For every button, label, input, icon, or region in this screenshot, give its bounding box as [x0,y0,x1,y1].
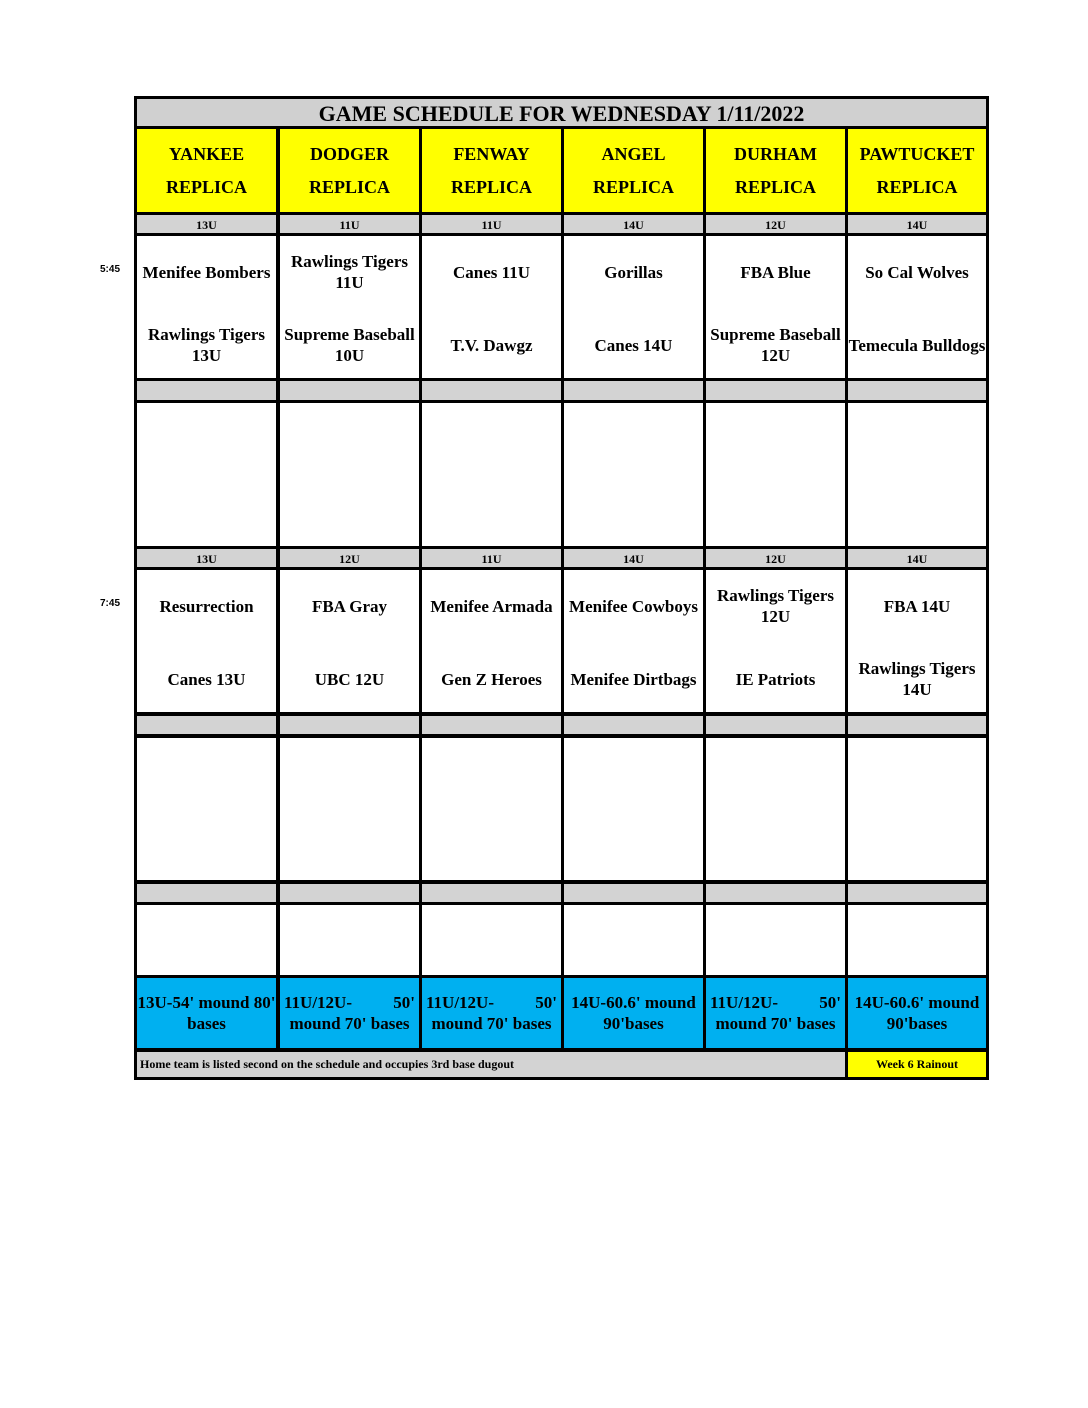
spacer-band [706,381,845,400]
away-team-slot [848,584,986,628]
home-team-slot [706,657,845,701]
spacer-band [137,381,276,400]
home-team: Rawlings Tigers 14U [858,659,976,699]
away-team: Menifee Armada [430,596,553,616]
schedule-title: GAME SCHEDULE FOR WEDNESDAY 1/11/2022 [137,99,986,126]
home-team-slot [137,657,276,701]
game-cell [422,236,561,378]
away-team-slot [848,250,986,294]
field-name: DODGER [309,143,389,164]
home-team: Canes 13U [167,669,246,689]
spacer-band [280,716,419,734]
age-group-badge: 12U [706,549,845,567]
game-cell [280,236,419,378]
field-spec-text: 11U/12U- 50' mound 70' bases [710,993,841,1033]
footer-note: Home team is listed second on the schedule and occupies 3rd base dugout [137,1052,845,1077]
away-team: Menifee Cowboys [569,596,698,616]
field-type: REPLICA [165,176,247,197]
empty-slot [280,738,419,880]
age-group-badge: 11U [422,215,561,233]
empty-slot [137,403,276,546]
home-team: Rawlings Tigers 13U [148,325,265,365]
away-team: Menifee Bombers [142,262,271,282]
field-spec [137,978,276,1048]
empty-slot [422,403,561,546]
field-spec [706,978,845,1048]
age-group-badge: 14U [848,549,986,567]
game-cell [848,570,986,712]
away-team-slot [422,584,561,628]
away-team-slot [564,584,703,628]
age-group-badge: 13U [137,549,276,567]
field-type: REPLICA [876,176,958,197]
game-cell [564,236,703,378]
away-team: FBA Gray [311,596,388,616]
home-team: Temecula Bulldogs [848,335,986,355]
field-name: YANKEE [168,143,245,164]
time-slot-1: 5:45 [100,264,121,275]
empty-slot [422,738,561,880]
home-team: IE Patriots [735,669,816,689]
home-team: Canes 14U [594,335,673,355]
age-group-badge: 14U [564,215,703,233]
spacer-band [137,884,276,902]
field-header [137,129,276,212]
schedule-table [134,96,989,1080]
game-cell [280,570,419,712]
away-team: Rawlings Tigers 12U [717,586,834,626]
field-header [564,129,703,212]
empty-slot [706,403,845,546]
field-spec [564,978,703,1048]
home-team: Menifee Dirtbags [570,669,697,689]
away-team-slot [137,250,276,294]
empty-slot [137,905,276,975]
age-group-badge: 14U [848,215,986,233]
home-team: Supreme Baseball 12U [710,325,841,365]
spacer-band [564,884,703,902]
field-spec [280,978,419,1048]
field-name: FENWAY [453,143,530,164]
field-spec-text: 11U/12U- 50' mound 70' bases [284,993,415,1033]
field-header [280,129,419,212]
home-team: UBC 12U [314,669,385,689]
away-team: Rawlings Tigers 11U [291,252,408,292]
spacer-band [848,381,986,400]
spacer-band [280,381,419,400]
home-team: T.V. Dawgz [450,335,533,355]
empty-slot [706,905,845,975]
age-group-badge: 12U [280,549,419,567]
field-type: REPLICA [308,176,390,197]
away-team: Gorillas [604,262,663,282]
home-team-slot [137,323,276,367]
away-team-slot [422,250,561,294]
spacer-band [848,884,986,902]
empty-slot [564,403,703,546]
empty-slot [706,738,845,880]
field-header [422,129,561,212]
field-spec-text: 14U-60.6' mound 90'bases [854,993,980,1033]
spacer-band [706,716,845,734]
empty-slot [848,403,986,546]
field-name: DURHAM [734,143,817,164]
spacer-band [422,381,561,400]
away-team-slot [280,584,419,628]
field-type: REPLICA [734,176,816,197]
away-team-slot [280,250,419,294]
home-team-slot [848,657,986,701]
spacer-band [422,884,561,902]
away-team: FBA Blue [740,262,811,282]
away-team-slot [706,584,845,628]
away-team: So Cal Wolves [865,262,969,282]
field-spec [422,978,561,1048]
empty-slot [848,738,986,880]
age-group-badge: 11U [280,215,419,233]
away-team-slot [706,250,845,294]
spacer-band [848,716,986,734]
home-team: Supreme Baseball 10U [284,325,415,365]
game-cell [564,570,703,712]
spacer-band [137,716,276,734]
spacer-band [564,381,703,400]
away-team-slot [564,250,703,294]
empty-slot [422,905,561,975]
field-header [848,129,986,212]
field-spec-text: 14U-60.6' mound 90'bases [571,993,696,1033]
field-name: PAWTUCKET [859,143,975,164]
home-team-slot [848,323,986,367]
empty-slot [280,403,419,546]
field-header [706,129,845,212]
field-type: REPLICA [450,176,532,197]
empty-slot [564,738,703,880]
home-team-slot [280,657,419,701]
spacer-band [706,884,845,902]
field-spec-text: 11U/12U- 50' mound 70' bases [426,993,557,1033]
field-name: ANGEL [601,143,666,164]
spacer-band [280,884,419,902]
home-team-slot [422,657,561,701]
time-slot-2: 7:45 [100,598,121,609]
home-team-slot [706,323,845,367]
rainout-tag: Week 6 Rainout [848,1052,986,1077]
home-team-slot [564,323,703,367]
age-group-badge: 11U [422,549,561,567]
empty-slot [564,905,703,975]
home-team-slot [422,323,561,367]
field-spec-text: 13U-54' mound 80' bases [137,993,276,1033]
age-group-badge: 12U [706,215,845,233]
spacer-band [564,716,703,734]
away-team: Resurrection [159,596,254,616]
game-cell [706,236,845,378]
empty-slot [848,905,986,975]
home-team-slot [280,323,419,367]
home-team-slot [564,657,703,701]
game-cell [422,570,561,712]
game-cell [137,570,276,712]
game-cell [848,236,986,378]
empty-slot [280,905,419,975]
away-team: FBA 14U [883,596,951,616]
away-team-slot [137,584,276,628]
spacer-band [422,716,561,734]
age-group-badge: 13U [137,215,276,233]
away-team: Canes 11U [453,262,530,282]
field-type: REPLICA [592,176,674,197]
home-team: Gen Z Heroes [441,669,542,689]
field-spec [848,978,986,1048]
empty-slot [137,738,276,880]
age-group-badge: 14U [564,549,703,567]
game-cell [137,236,276,378]
game-cell [706,570,845,712]
